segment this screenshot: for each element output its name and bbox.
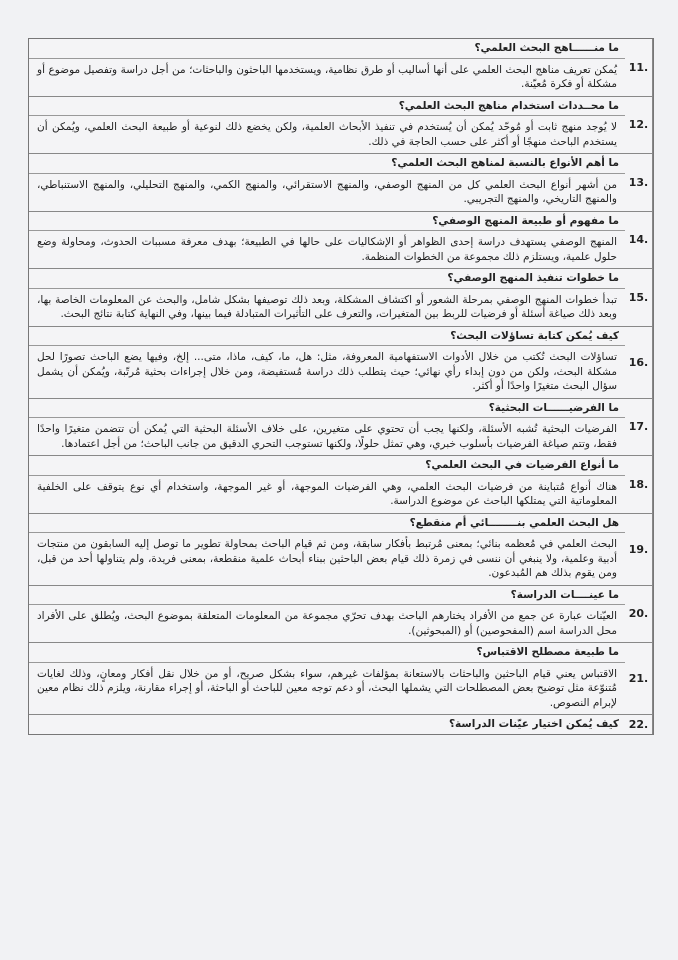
row-content: [29, 327, 625, 398]
row-content: [29, 269, 625, 326]
table-row: [29, 456, 653, 514]
question-text: كيف يُمكن اختيار عيّنات الدراسة؟: [448, 718, 619, 730]
row-number: [625, 154, 653, 211]
question-text: ما طبيعة مصطلح الاقتباس؟: [29, 643, 625, 663]
row-content: [29, 39, 625, 96]
row-content: [29, 643, 625, 714]
answer-text: العيّنات عبارة عن جمع من الأفراد يختارهم الباحث بهدف تحرّي مجموعة من المعلومات المتعلقة بموضوع البحث، ويُطلق على الأفراد محل الدراسة اسم (المفحوصين) أو (المبحوثين).: [37, 610, 617, 637]
row-number-label: 20.: [628, 607, 649, 621]
answer-text: تساؤلات البحث تُكتب من خلال الأدوات الاستفهامية المعروفة، مثل: هل، ما، كيف، ماذا، متى... إلخ، وفيها يضع الباحث تصورًا لحل مشكلة البحث، ولكن من دون إبداء رأي نهائي؛ حيث يتطلب ذلك دراسة مُستفيضة، ومن خلال إجراءات بحثية مُرتّبة، ويُمكن أن يشمل سؤال البحث متغيرًا واحدًا أو أكثر.: [37, 351, 617, 392]
answer-text: من أشهر أنواع البحث العلمي كل من المنهج الوصفي، والمنهج الاستقرائي، والمنهج الكمي، والمنهج التحليلي، والمنهج الاستنباطي، والمنهج التاريخي، والمنهج التجريبي.: [37, 178, 617, 205]
table-row: [29, 327, 653, 399]
row-content: [29, 212, 625, 269]
row-content: [29, 456, 625, 513]
answer-text: الاقتباس يعني قيام الباحثين والباحثات بالاستعانة بمؤلفات غيرهم، سواء بشكل صريح، أو من خلال نقل أفكار ومعانٍ، وذلك لغايات مُتنوّعة مثل توضيح بعض المصطلحات التي يشملها البحث، أو دعم توجه معين للباحث أو الباحثة، أو إجراء مقارنة، ويلزم ذلك نظام معين لإبرام النصوص.: [37, 667, 617, 709]
row-number-label: 19.: [628, 542, 649, 556]
answer-text: المنهج الوصفي يستهدف دراسة إحدى الظواهر أو الإشكاليات على حالها في الطبيعة؛ بهدف معرفة مسببات الحدوث، ومحاولة وضع حلول علمية، ويستلزم ذلك مجموعة من الخطوات المنظمة.: [37, 236, 617, 263]
question-text: ما عينــــات الدراسة؟: [29, 586, 625, 606]
qa-table: [28, 38, 654, 735]
question-text: ما أنواع الفرضيات في البحث العلمي؟: [29, 456, 625, 476]
answer-text: الفرضيات البحثية تُشبه الأسئلة، ولكنها يجب أن تحتوي على متغيرين، على خلاف الأسئلة البحثية التي يُمكن أن تتضمن متغيرًا واحدًا فقط، وتتم صياغة الفرضيات بأسلوب خبري، وهي تمثل حلولًا، ولكنها تستوجب التحري الدقيق من جانب الباحث؛ من أجل اعتمادها.: [37, 423, 617, 450]
row-number-label: 11.: [628, 60, 649, 74]
question-text: ما منــــــاهج البحث العلمي؟: [29, 39, 625, 59]
question-text: ما الفرضيــــــات البحثية؟: [29, 399, 625, 419]
table-row: [29, 399, 653, 457]
row-number: [625, 399, 653, 456]
row-number: [625, 715, 653, 734]
row-number-label: 21.: [628, 672, 649, 685]
row-number: [625, 456, 653, 513]
question-text: ما أهم الأنواع بالنسبة لمناهج البحث العلمي؟: [29, 154, 625, 174]
row-number: [625, 643, 653, 714]
question-text: كيف يُمكن كتابة تساؤلات البحث؟: [29, 327, 625, 347]
table-row: [29, 643, 653, 715]
row-number-label: 13.: [628, 175, 649, 189]
table-row: [29, 715, 653, 734]
row-number-label: 16.: [628, 355, 649, 369]
row-content: [29, 154, 625, 211]
table-row: [29, 39, 653, 97]
answer-text: هناك أنواع مُتباينة من فرضيات البحث العلمي، وهي الفرضيات الموجهة، أو غير الموجهة، واستخدام أي نوع يتوقف على الخلفية المعلوماتية التي يمتلكها الباحث عن موضوع الدراسة.: [37, 480, 617, 507]
row-content: [29, 514, 625, 585]
row-number: [625, 269, 653, 326]
answer-text: تبدأ خطوات المنهج الوصفي بمرحلة الشعور أو اكتشاف المشكلة، وبعد ذلك توصيفها بشكل شامل، والبحث عن المعلومات الخاصة بها، وبعد ذلك صياغة أسئلة أو فرضيات للربط بين المتغيرات، والتعرف على التأثيرات المتبادلة فيما بينها، وفي النهاية كتابة نتائج البحث.: [37, 293, 617, 320]
answer-text: البحث العلمي في مُعظمه بنائي؛ بمعنى مُرتبط بأفكار سابقة، ومن ثم قيام الباحث بمحاولة تطوير ما توصل إليه السابقون من منتجات أدبية وعلمية، ولا ينبغي أن ننسى في زمرة ذلك قيام بعض الباحثين ببناء أبحاث علمية منقطعة، بمعنى فريدة، ولم يتناولها أحد من قبل، ومن يقوم بذلك هم المُبدعون.: [37, 538, 617, 579]
row-number-label: 14.: [628, 233, 649, 247]
row-number: [625, 97, 653, 154]
row-number-label: 17.: [628, 420, 649, 434]
row-number: [625, 327, 653, 398]
row-number-label: 18.: [628, 477, 649, 491]
row-number-label: 22.: [628, 717, 649, 731]
row-content: [29, 715, 625, 734]
row-number: [625, 514, 653, 585]
question-text: هل البحث العلمي بنــــــــائي أم منقطع؟: [29, 514, 625, 534]
row-number: [625, 212, 653, 269]
row-number-label: 12.: [628, 118, 649, 132]
row-content: [29, 97, 625, 154]
row-number-label: 15.: [628, 290, 649, 304]
row-number: [625, 39, 653, 96]
row-number: [625, 586, 653, 643]
table-row: [29, 154, 653, 212]
answer-text: لا يُوجد منهج ثابت أو مُوحّد يُمكن أن يُستخدم في تنفيذ الأبحاث العلمية، ولكن يخضع ذلك لنوعية أو طبيعة البحث العلمي، ويُمكن أن يستخدم الباحث منهجًا أو أكثر على حسب الحاجة في ذلك.: [37, 121, 617, 148]
table-row: [29, 97, 653, 155]
table-row: [29, 212, 653, 270]
row-content: [29, 586, 625, 643]
row-content: [29, 399, 625, 456]
question-text: ما محــددات استخدام مناهج البحث العلمي؟: [29, 97, 625, 117]
table-row: [29, 269, 653, 327]
table-row: [29, 586, 653, 644]
table-row: [29, 514, 653, 586]
question-text: ما خطوات تنفيذ المنهج الوصفي؟: [29, 269, 625, 289]
answer-text: يُمكن تعريف مناهج البحث العلمي على أنها أساليب أو طرق نظامية، ويستخدمها الباحثون والباحثات؛ من أجل دراسة وتفصيل موضوع أو مشكلة أو فكرة مُعيّنة.: [37, 63, 617, 90]
question-text: ما مفهوم أو طبيعة المنهج الوصفي؟: [29, 212, 625, 232]
